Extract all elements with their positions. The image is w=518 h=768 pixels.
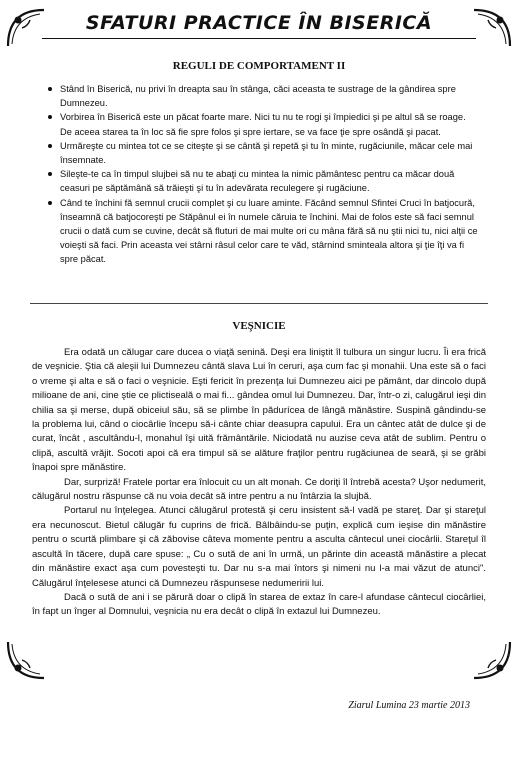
list-item: Stând în Biserică, nu privi în dreapta sau în stânga, căci aceasta te sustrage de la gândirea spre Dumnezeu.	[60, 82, 480, 110]
paragraph: Dar, surpriză! Fratele portar era înlocuit cu un alt monah. Ce doriţi îl întrebă acesta? Uşor nedumerit, călugărul nostru răspunse că nu voia decât să intre pentru a nu întârzia la slujbă.	[32, 476, 486, 503]
paragraph: Era odată un călugar care ducea o viaţă senină. Deşi era liniştit îl tulbura un singur lucru. Îi era frică de veşnicie. Ştia că aleşii lui Dumnezeu cântă slava Lui în ceruri, aşa cum fac şi monahii. Una este să o faci o vreme şi alta e să o faci o veşnicie. Eşti fericit în prezenţa lui Dumnezeu aici pe pământ, dar dincolo după milioane de ani, cine ştie ce plictiseală o mai fi... gândea omul lui Dumnezeu. Dar, într-o zi, calugărul ieşi din chilia sa şi merse, după obiceiul său, să se plimbe în pădurícea de lângă mănăstire. Suspină gândindu-se la problema lui, când o ciocârlie începu să-i cânte chiar deasupra capului. Era un cântec atât de dulce şi de curat, încât , ascultându-l, monahul îşi uită frământările. Niciodată nu auzise ceva atât de sublim. Pentru o clipă, ascultă vrăjit. Socoti apoi că era timpul să se alăture fraţilor pentru rugăciunea de seară, şi se grăbi înapoi spre mănăstire.	[32, 347, 486, 474]
paragraph: Portarul nu înţelegea. Atunci călugărul protestă şi ceru insistent să-l vadă pe stareţ. Dar şi stareţul era necunoscut. Bietul călugăr fu cuprins de frică. Bâlbâindu-se puţin, explică cum ieşise din mănăstire pentru o scurtă plimbare şi că zăbovise câteva momente pentru a asculta cântecul unei ciocârlii. Stareţul îl ascultă în tăcere, după care spuse: „ Cu o sută de ani în urmă, un părinte din această mănăstire a plecat din mănăstire exact aşa cum povesteşti tu. Dar nu s-a mai întors şi nimeni nu l-a mai văzut de atunci". Călugărul înţelesese atunci că Dumnezeu răspunsese nedumeririi lui.	[32, 505, 486, 589]
story-heading: VEŞNICIE	[232, 320, 286, 332]
list-item: Vorbirea în Biserică este un păcat foarte mare. Nici tu nu te rogi şi împiedici şi pe altul să se roage. De aceea starea ta în loc să fie spre folos şi spre iertare, se va face ţie spre osândă şi pacat.	[60, 110, 480, 138]
story-body	[32, 346, 486, 620]
paragraph: Dacă o sută de ani i se părură doar o clipă în starea de extaz în care-l afundase cântecul ciocârliei, în fapt un înger al Domnului, veşnicia nu era decât o clipă în extazul lui Dumnezeu.	[32, 591, 486, 618]
rules-list	[60, 82, 480, 267]
source-citation: Ziarul Lumina 23 martie 2013	[348, 700, 470, 711]
section-divider	[30, 303, 488, 304]
list-item: Urmăreşte cu mintea tot ce se citeşte şi se cântă şi repetă şi tu în minte, rugăciunile, măcar cele mai însemnate.	[60, 139, 480, 167]
rules-heading: REGULI DE COMPORTAMENT II	[172, 60, 346, 72]
corner-ornament-icon	[470, 638, 514, 682]
list-item: Sileşte-te ca în timpul slujbei să nu te abaţi cu mintea la nimic pământesc pentru ca măcar două ceasuri pe săptămână să trăieşti şi tu în adevărata reculegere şi rugăciune.	[60, 167, 480, 195]
corner-ornament-icon	[4, 638, 48, 682]
list-item: Când te închini fă semnul crucii complet şi cu luare aminte. Făcând semnul Sfintei Cruci în batjocură, înseamnă că batjocoreşti pe Stăpânul ei în numele căruia te închini. Mai de folos este să faci semnul crucii o dată cum se cuvine, decât să fluturi de mai multe ori cu mâna fără să nu ştii nici tu, nici alţii ce voieşti să faci. Prin aceasta vei stârni râsul celor care te văd, stârnind sminteala altora şi ţie îţi va fi spre păcat.	[60, 196, 480, 267]
page-title: SFATURI PRACTICE ÎN BISERICĂ	[85, 12, 433, 34]
title-divider	[42, 38, 476, 39]
